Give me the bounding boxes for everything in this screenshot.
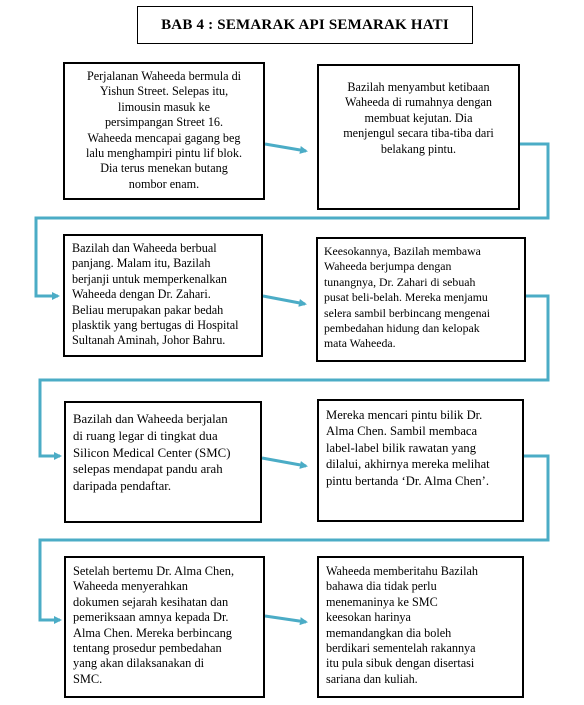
flow-box-8: Waheeda memberitahu Bazilah bahawa dia tidak perlu menemaninya ke SMC keesokan harinya memandangkan dia boleh berdikari sementelah rakannya itu pula sibuk dengan disertasi sariana dan kuliah. <box>317 556 524 698</box>
flow-box-1: Perjalanan Waheeda bermula di Yishun Street. Selepas itu, limousin masuk ke persimpangan Street 16. Waheeda mencapai gagang beg lalu menghampiri pintu lif blok. Dia terus menekan butang nombor enam. <box>63 62 265 200</box>
diagram-title: BAB 4 : SEMARAK API SEMARAK HATI <box>137 6 473 44</box>
flow-box-5: Bazilah dan Waheeda berjalan di ruang legar di tingkat dua Silicon Medical Center (SMC) selepas mendapat pandu arah daripada pendaftar. <box>64 401 262 523</box>
arrow-7-8 <box>265 616 306 622</box>
flow-box-4: Keesokannya, Bazilah membawa Waheeda berjumpa dengan tunangnya, Dr. Zahari di sebuah pusat beli-belah. Mereka menjamu selera sambil berbincang mengenai pembedahan hidung dan kelopak mata Waheeda. <box>316 237 526 362</box>
flow-box-3: Bazilah dan Waheeda berbual panjang. Malam itu, Bazilah berjanji untuk memperkenalkan Waheeda dengan Dr. Zahari. Beliau merupakan pakar bedah plasktik yang bertugas di Hospital Sultanah Aminah, Johor Bahru. <box>63 234 263 357</box>
flow-box-6: Mereka mencari pintu bilik Dr. Alma Chen. Sambil membaca label-label bilik rawatan yang dilalui, akhirnya mereka melihat pintu bertanda ‘Dr. Alma Chen’. <box>317 399 524 522</box>
arrow-5-6 <box>262 458 306 466</box>
flow-box-7: Setelah bertemu Dr. Alma Chen, Waheeda menyerahkan dokumen sejarah kesihatan dan pemeriksaan amnya kepada Dr. Alma Chen. Mereka berbincang tentang prosedur pembedahan yang akan dilaksanakan di SMC. <box>64 556 265 698</box>
arrow-1-2 <box>265 144 306 151</box>
arrow-3-4 <box>263 296 305 304</box>
flow-box-2: Bazilah menyambut ketibaan Waheeda di rumahnya dengan membuat kejutan. Dia menjengul secara tiba-tiba dari belakang pintu. <box>317 64 520 210</box>
